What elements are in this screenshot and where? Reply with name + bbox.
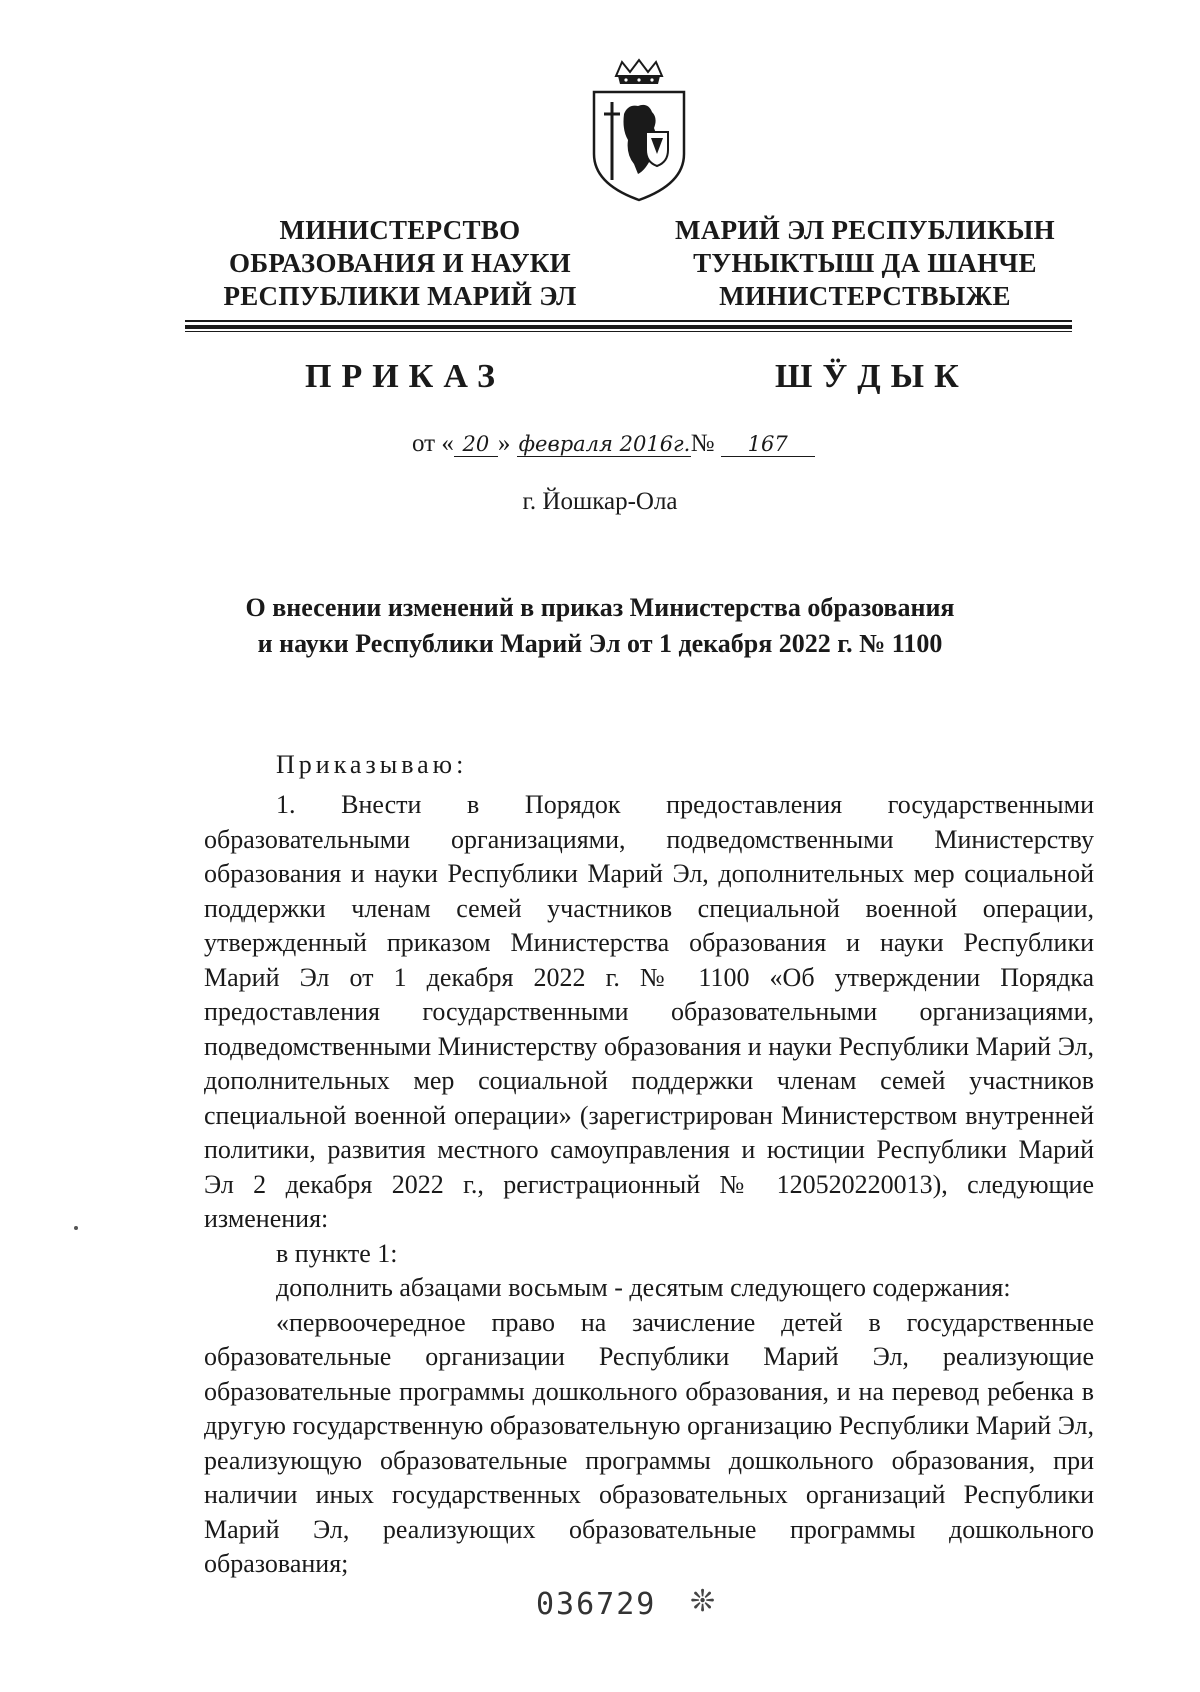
- body-paragraph: дополнить абзацами восьмым - десятым следующего содержания:: [276, 1273, 1011, 1302]
- doc-type-russian: ПРИКАЗ: [305, 358, 505, 395]
- ministry-name-russian: [210, 214, 590, 313]
- ministry-name-mari: [660, 214, 1070, 313]
- handwritten-month-year: февраля 2016г.: [518, 432, 691, 456]
- coat-of-arms-icon: [588, 58, 690, 204]
- date-mid: »: [497, 430, 511, 457]
- city: г. Йошкар-Ола: [522, 488, 678, 515]
- date-line: [412, 430, 815, 458]
- ministry-name-line: ОБРАЗОВАНИЯ И НАУКИ: [228, 248, 571, 278]
- order-body: [204, 788, 1094, 1582]
- ministry-name-line: МАРИЙ ЭЛ РЕСПУБЛИКЫН: [675, 215, 1055, 245]
- handwritten-order-number: 167: [721, 432, 815, 457]
- order-subject: [150, 590, 1050, 662]
- ministry-name-line: ТУНЫКТЫШ ДА ШАНЧЕ: [693, 248, 1037, 278]
- subject-line: О внесении изменений в приказ Министерства образования: [245, 593, 955, 622]
- ministry-name-line: РЕСПУБЛИКИ МАРИЙ ЭЛ: [223, 281, 577, 311]
- number-label: №: [690, 430, 715, 457]
- body-paragraph: в пункте 1:: [276, 1238, 398, 1268]
- subject-line: и науки Республики Марий Эл от 1 декабря 2022 г. № 1100: [257, 629, 943, 658]
- header-divider: [185, 331, 1072, 332]
- doc-type-mari: ШӰДЫК: [775, 358, 969, 395]
- handwritten-day: 20: [454, 432, 498, 457]
- body-paragraph: 1. Внести в Порядок предоставления государственными образовательными организациями, подведомственными Министерству образования и науки Республики Марий Эл, дополнительных мер социальной поддержки членам семей участников специальной военной операции, утвержденный приказом Министерства образования и науки Республики Марий Эл от 1 декабря 2022 г. № 1100 «Об утверждении Порядка предоставления государственными образовательными организациями, подведомственными Министерству образования и науки Республики Марий Эл, дополнительных мер социальной поддержки членам семей участников специальной военной операции» (зарегистрирован Министерством внутренней политики, развития местного самоуправления и юстиции Республики Марий Эл 2 декабря 2022 г., регистрационный № 120520220013), следующие изменения:: [204, 790, 1094, 1233]
- scan-speck: [74, 1226, 78, 1230]
- header-divider: [185, 320, 1072, 322]
- ministry-name-line: МИНИСТЕРСТВО: [279, 215, 521, 245]
- header-divider: [185, 325, 1072, 329]
- date-prefix: от «: [412, 430, 454, 457]
- form-serial-number: 036729: [536, 1587, 657, 1622]
- body-paragraph: «первоочередное право на зачисление детей в государственные образовательные организации Республики Марий Эл, реализующие образовательные программы дошкольного образования, и на перевод ребенка в другую государственную образовательную организацию Республики Марий Эл, реализующую образовательные программы дошкольного образования, при наличии иных государственных образовательных организаций Республики Марий Эл, реализующих образовательные программы дошкольного образования;: [204, 1307, 1094, 1578]
- ministry-name-line: МИНИСТЕРСТВЫЖЕ: [719, 281, 1011, 311]
- order-word: Приказываю:: [276, 750, 468, 779]
- snowflake-mark-icon: ❊: [690, 1585, 716, 1618]
